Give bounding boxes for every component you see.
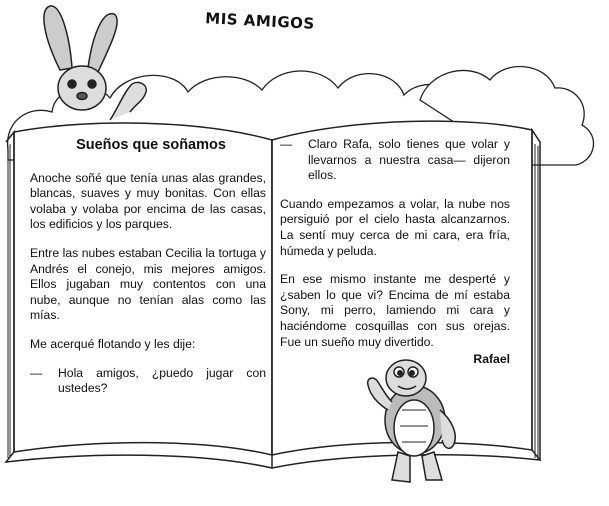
dialogue-dash: —: [280, 137, 293, 151]
dialogue-line-1: [30, 366, 266, 397]
story-title: Sueños que soñamos: [76, 137, 226, 153]
paragraph-5: En ese mismo instante me desperté y ¿saben lo que vi? Encima de mí estaba Sony, mi perro, lamiendo mi cara y haciéndome cosquillas con sus orejas. Fue un sueño muy divertido.: [280, 272, 510, 349]
paragraph-3: Me acerqué flotando y les dije:: [30, 336, 196, 351]
dialogue-line-2: [280, 137, 510, 184]
left-page: [30, 138, 266, 397]
paragraph-2: Entre las nubes estaban Cecilia la tortuga y Andrés el conejo, mis mejores amigos. Ellos jugaban muy contentos con una nube, aunque no tenían alas como las mías.: [30, 245, 266, 323]
dialogue-text: Hola amigos, ¿puedo jugar con ustedes?: [58, 365, 266, 396]
dialogue-text: Claro Rafa, solo tienes que volar y llevarnos a nuestra casa— dijeron ellos.: [308, 137, 510, 183]
signature: Rafael: [473, 352, 510, 367]
dialogue-dash: —: [30, 365, 43, 380]
paragraph-1: Anoche soñé que tenía unas alas grandes, blancas, suaves y muy bonitas. Con ellas volaba y volaba por encima de las casas, los edificios y los parques.: [30, 170, 266, 232]
paragraph-4: Cuando empezamos a volar, la nube nos persiguió por el cielo hasta alcanzarnos. La sentí muy cerca de mi cara, era fría, húmeda y peluda.: [280, 196, 510, 258]
page-title: MIS AMIGOS: [204, 9, 316, 33]
right-page: [280, 137, 510, 368]
